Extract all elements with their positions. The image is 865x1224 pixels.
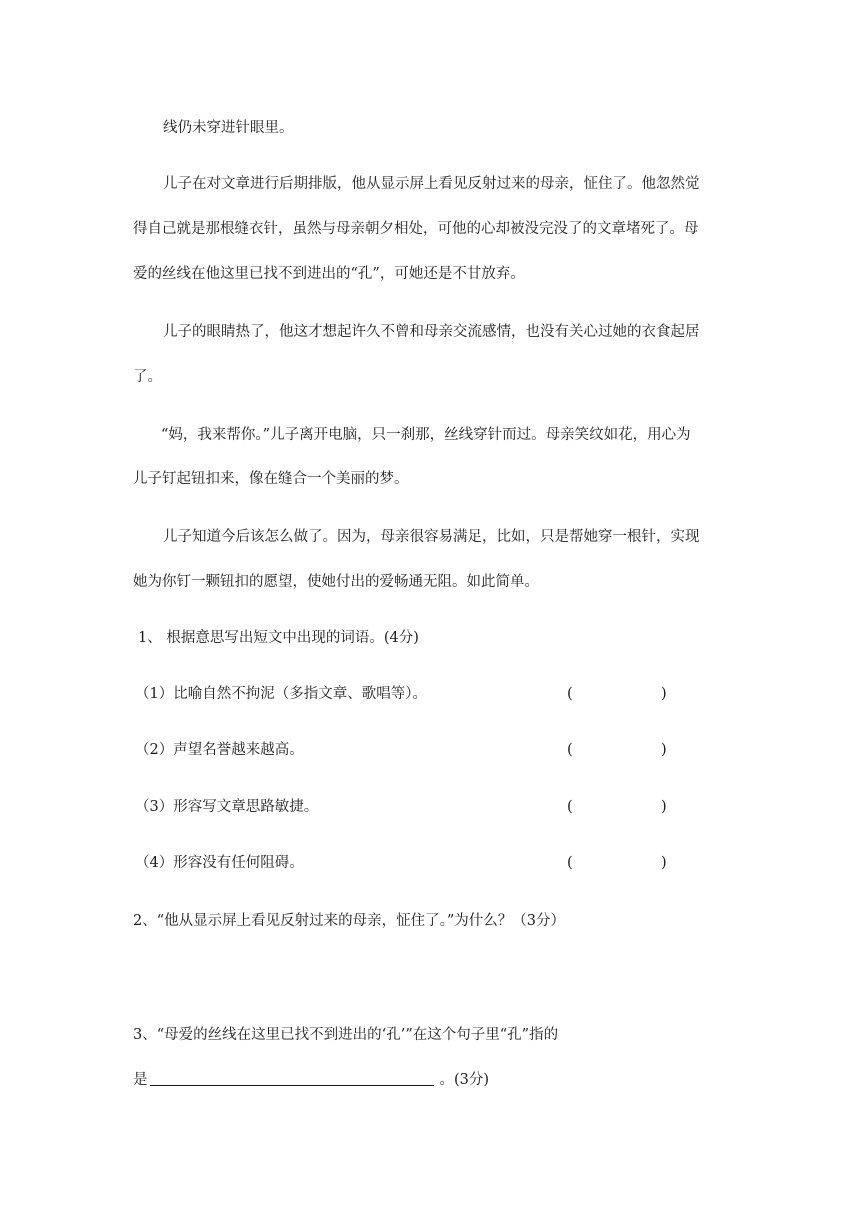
- answer-paren-close: ): [661, 742, 667, 758]
- passage-line: 儿子的眼睛热了，他这才想起许久不曾和母亲交流感情，也没有关心过她的衣食起居: [163, 324, 700, 340]
- question-3-prefix: 是: [133, 1072, 148, 1088]
- passage-line: 儿子钉起钮扣来，像在缝合一个美丽的梦。: [133, 471, 409, 487]
- question-1-item: （4）形容没有任何阻碍。: [135, 855, 304, 871]
- fill-in-blank[interactable]: [150, 1069, 434, 1086]
- passage-line: 得自己就是那根缝衣针，虽然与母亲朝夕相处，可他的心却被没完没了的文章堵死了。母: [133, 221, 699, 237]
- passage-line: 她为你钉一颗钮扣的愿望，使她付出的爱畅通无阻。如此简单。: [133, 574, 539, 590]
- passage-line: 了。: [133, 369, 162, 385]
- question-2-title: 2、“他从显示屏上看见反射过来的母亲，怔住了。”为什么？（3分）: [133, 913, 566, 929]
- question-1-item: （1）比喻自然不拘泥（多指文章、歌唱等）。: [135, 686, 427, 702]
- answer-paren-open: (: [567, 799, 573, 815]
- question-1-title: 1、 根据意思写出短文中出现的词语。(4分): [138, 630, 419, 646]
- answer-paren-close: ): [661, 686, 667, 702]
- question-3-line: 3、“母爱的丝线在这里已找不到进出的‘孔’”在这个句子里“孔”指的: [133, 1027, 559, 1043]
- answer-paren-close: ): [661, 855, 667, 871]
- answer-paren-open: (: [567, 742, 573, 758]
- question-3-suffix: 。(3分): [439, 1072, 490, 1088]
- passage-line: 儿子在对文章进行后期排版，他从显示屏上看见反射过来的母亲，怔住了。他忽然觉: [163, 176, 700, 192]
- passage-line: 儿子知道今后该怎么做了。因为，母亲很容易满足，比如，只是帮她穿一根针，实现: [163, 529, 700, 545]
- answer-paren-open: (: [567, 686, 573, 702]
- answer-paren-open: (: [567, 855, 573, 871]
- question-1-item: （2）声望名誉越来越高。: [135, 742, 304, 758]
- passage-line: 线仍未穿进针眼里。: [163, 120, 294, 136]
- question-1-item: （3）形容写文章思路敏捷。: [135, 799, 319, 815]
- question-3-answer-line: [133, 1069, 489, 1090]
- passage-line: 爱的丝线在他这里已找不到进出的“孔”，可她还是不甘放弃。: [133, 266, 525, 282]
- answer-paren-close: ): [661, 799, 667, 815]
- passage-line: “妈，我来帮你。”儿子离开电脑，只一刹那，丝线穿针而过。母亲笑纹如花，用心为: [161, 427, 691, 443]
